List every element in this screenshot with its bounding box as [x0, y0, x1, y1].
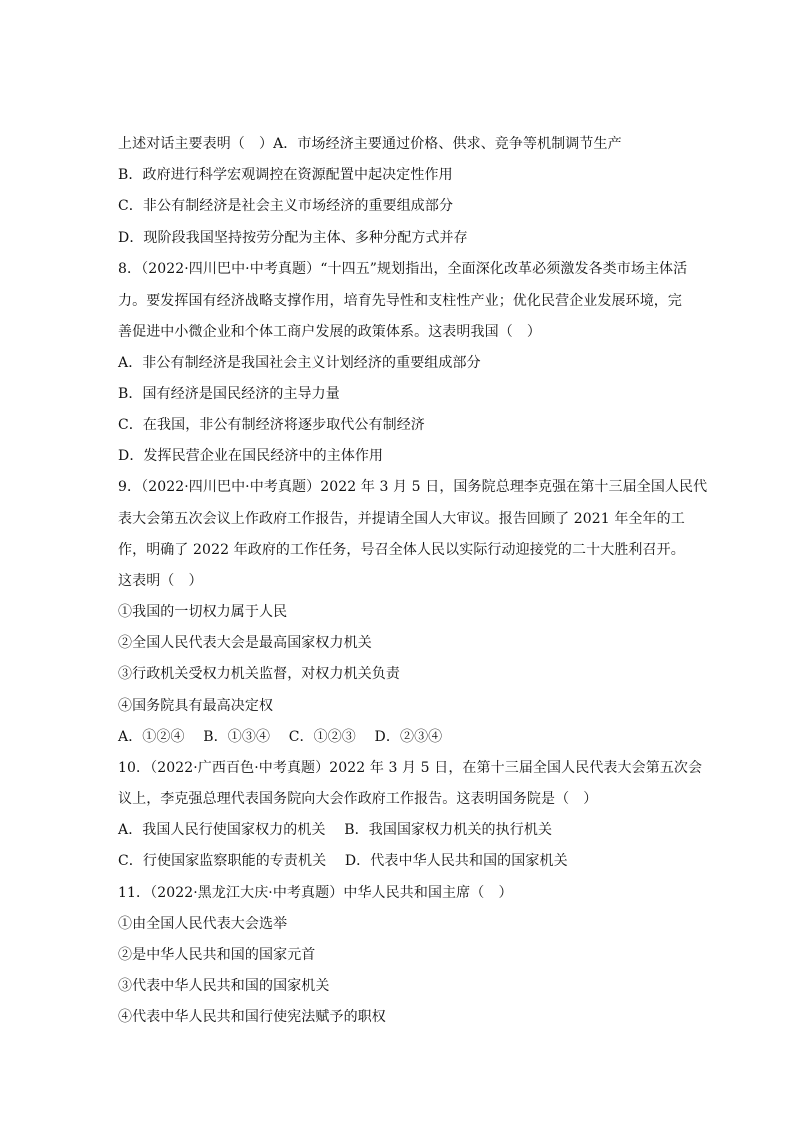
question-10-stem-line-2: 议上，李克强总理代表国务院向大会作政府工作报告。这表明国务院是（ ） — [118, 791, 598, 807]
text-line-4: D．现阶段我国坚持按劳分配为主体、多种分配方式并存 — [118, 230, 468, 246]
question-9-statement-3: ③行政机关受权力机关监督，对权力机关负责 — [118, 666, 400, 682]
question-11-statement-4: ④代表中华人民共和国行使宪法赋予的职权 — [118, 1009, 386, 1025]
question-11-statement-1: ①由全国人民代表大会选举 — [118, 916, 288, 932]
text-line-2: B．政府进行科学宏观调控在资源配置中起决定性作用 — [118, 167, 453, 183]
question-9-stem-line-2: 表大会第五次会议上作政府工作报告，并提请全国人大审议。报告回顾了 2021 年全年的工 — [118, 511, 685, 527]
question-8-option-d: D．发挥民营企业在国民经济中的主体作用 — [118, 448, 384, 464]
question-11-statement-3: ③代表中华人民共和国的国家机关 — [118, 978, 330, 994]
question-8-stem-line-2: 力。要发挥国有经济战略支撑作用，培育先导性和支柱性产业；优化民营企业发展环境，完 — [118, 293, 682, 309]
question-10-options-cd: C．行使国家监察职能的专责机关 D．代表中华人民共和国的国家机关 — [118, 853, 568, 869]
question-9-statement-1: ①我国的一切权力属于人民 — [118, 604, 288, 620]
question-9-statement-4: ④国务院具有最高决定权 — [118, 698, 274, 714]
question-9-stem-line-4: 这表明（ ） — [118, 573, 203, 589]
text-line-3: C．非公有制经济是社会主义市场经济的重要组成部分 — [118, 198, 454, 214]
question-8-stem-line-3: 善促进中小微企业和个体工商户发展的政策体系。这表明我国（ ） — [118, 324, 541, 340]
question-10-stem-line-1: 10．（2022·广西百色·中考真题）2022 年 3 月 5 日，在第十三届全国人民代表大会第五次会 — [118, 760, 703, 776]
question-8-option-b: B．国有经济是国民经济的主导力量 — [118, 386, 340, 402]
question-11-stem: 11．（2022·黑龙江大庆·中考真题）中华人民共和国主席（ ） — [118, 885, 513, 901]
question-10-options-ab: A．我国人民行使国家权力的机关 B．我国国家权力机关的执行机关 — [118, 822, 553, 838]
question-9-options: A．①②④ B．①③④ C．①②③ D．②③④ — [118, 729, 443, 745]
question-8-option-a: A．非公有制经济是我国社会主义计划经济的重要组成部分 — [118, 355, 481, 371]
question-8-stem-line-1: 8．（2022·四川巴中·中考真题）“十四五”规划指出，全面深化改革必须激发各类市场主体活 — [118, 261, 688, 277]
question-9-stem-line-3: 作，明确了 2022 年政府的工作任务，号召全体人民以实际行动迎接党的二十大胜利召开。 — [118, 542, 685, 558]
question-11-statement-2: ②是中华人民共和国的国家元首 — [118, 947, 316, 963]
question-9-statement-2: ②全国人民代表大会是最高国家权力机关 — [118, 635, 372, 651]
text-line-1: 上述对话主要表明（ ）A．市场经济主要通过价格、供求、竞争等机制调节生产 — [118, 136, 622, 152]
question-9-stem-line-1: 9．（2022·四川巴中·中考真题）2022 年 3 月 5 日，国务院总理李克强在第十三届全国人民代 — [118, 479, 708, 495]
question-8-option-c: C．在我国，非公有制经济将逐步取代公有制经济 — [118, 417, 425, 433]
